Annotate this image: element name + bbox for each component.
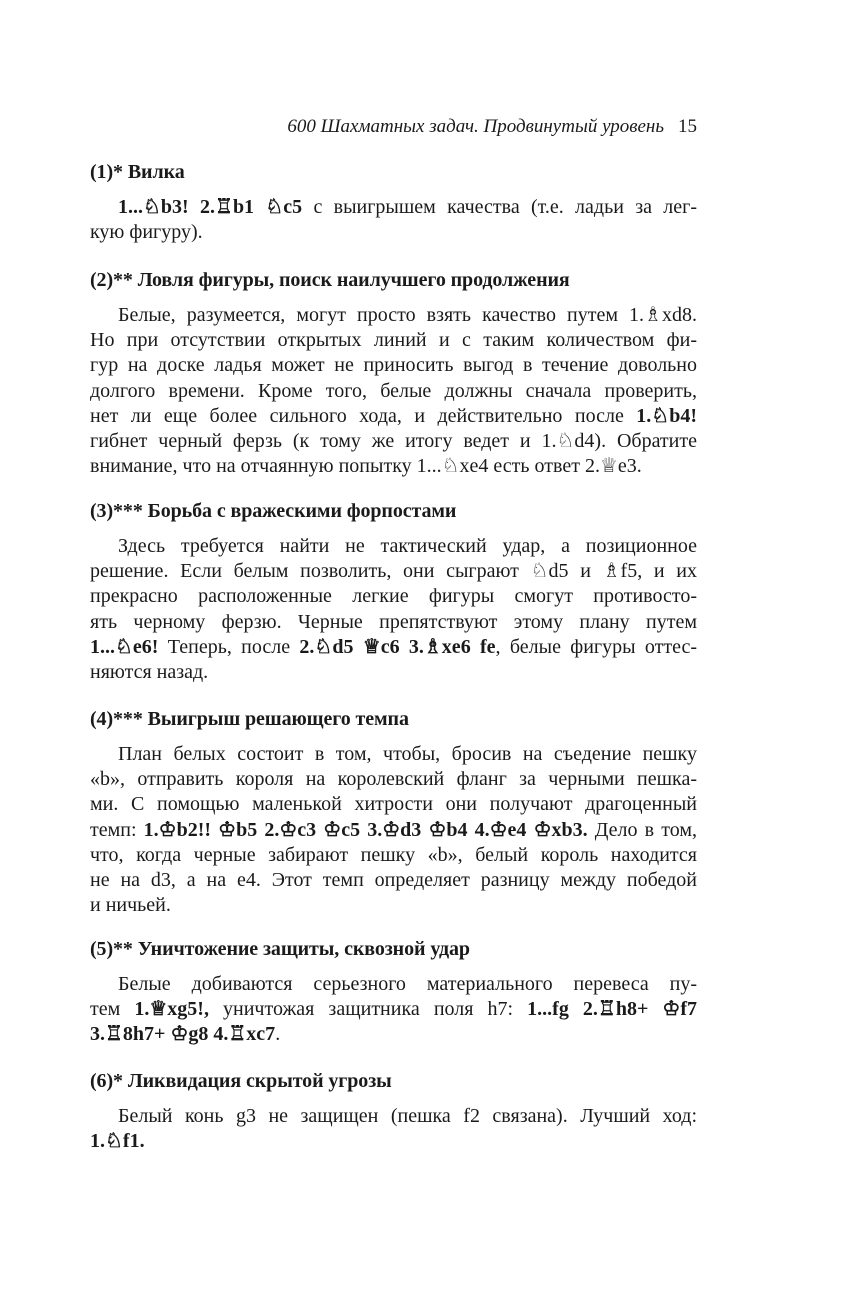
section-title: (3)*** Борьба с вражескими форпостами	[90, 500, 457, 522]
text-run: Дело в том,	[587, 818, 697, 841]
paragraph-line	[90, 534, 697, 559]
paragraph-line	[90, 997, 697, 1022]
text-run: «b», отправить короля на королевский фланг за черными пешка-	[90, 768, 697, 791]
paragraph-line	[90, 635, 697, 660]
chess-move: 1...♘e6!	[90, 635, 159, 658]
paragraph-line	[90, 742, 697, 767]
text-run: и ничьей.	[90, 894, 171, 917]
text-run: Белые добиваются серьезного материального перевеса пу-	[118, 973, 697, 995]
paragraph-line	[90, 559, 697, 584]
text-run: решение. Если белым позволить, они сыграют ♘d5 и ♗f5, и их	[90, 560, 697, 583]
section-title: (5)** Уничтожение защиты, сквозной удар	[90, 938, 470, 960]
text-run: что, когда черные забирают пешку «b», белый король находится	[90, 843, 697, 866]
paragraph-line	[90, 843, 697, 868]
text-run: няются назад.	[90, 661, 209, 683]
section-title: (6)* Ликвидация скрытой угрозы	[90, 1070, 392, 1092]
text-run: ми. С помощью маленькой хитрости они получают драгоценный	[90, 793, 697, 816]
text-run: Теперь, после	[158, 635, 300, 658]
text-run: , белые фигуры оттес-	[495, 635, 698, 658]
chess-move: 1.♘b4!	[636, 404, 697, 427]
paragraph-line	[90, 818, 697, 843]
text-run: кую фигуру).	[90, 221, 203, 244]
paragraph-line	[90, 868, 697, 893]
paragraph-line	[90, 328, 697, 353]
chess-move: 1.♕xg5!,	[134, 998, 209, 1021]
text-run: .	[275, 1023, 281, 1046]
chess-move: 3.♖8h7+ ♔g8 4.♖xc7	[90, 1023, 276, 1046]
text-run: долгого времени. Кроме того, белые должны сначала проверить,	[90, 379, 697, 402]
paragraph-line	[90, 220, 697, 245]
chess-move: 2.♘d5 ♕c6 3.♗xe6 fe	[299, 635, 496, 658]
paragraph-line	[90, 353, 697, 378]
running-title: 600 Шахматных задач. Продвинутый уровень	[287, 116, 664, 137]
text-run: нет ли еще более сильного хода, и действительно после	[90, 404, 637, 427]
paragraph-line	[90, 584, 697, 609]
page-number: 15	[678, 116, 697, 137]
text-run: тем	[90, 998, 135, 1021]
paragraph-line	[90, 404, 697, 429]
chess-move: 1.♘f1.	[90, 1130, 145, 1153]
paragraph-line	[90, 454, 697, 479]
text-run: Белые, разумеется, могут просто взять качество путем 1.♗xd8.	[118, 304, 697, 326]
paragraph-line	[90, 195, 697, 220]
paragraph-line	[90, 660, 697, 685]
paragraph-line	[90, 610, 697, 635]
text-run: не на d3, а на e4. Этот темп определяет разницу между победой	[90, 869, 697, 891]
chess-move: 1.♔b2!! ♔b5 2.♔c3 ♔c5 3.♔d3 ♔b4 4.♔e4 ♔xb3.	[143, 818, 588, 841]
text-run: ять черному ферзю. Черные препятствуют этому плану путем	[90, 610, 697, 633]
text-run: темп:	[90, 818, 144, 841]
text-run: Белый конь g3 не защищен (пешка f2 связана). Лучший ход:	[118, 1105, 697, 1127]
text-run: гур на доске ладья может не приносить выгод в течение довольно	[90, 354, 697, 377]
text-run: Но при отсутствии открытых линий и с таким количеством фи-	[90, 329, 697, 352]
paragraph-line	[90, 1129, 697, 1154]
paragraph-line	[90, 1104, 697, 1129]
paragraph-line	[90, 303, 697, 328]
text-run: План белых состоит в том, чтобы, бросив на съедение пешку	[118, 743, 697, 765]
section-title: (1)* Вилка	[90, 161, 185, 183]
chess-move: 1...fg 2.♖h8+ ♔f7	[527, 998, 697, 1021]
text-run: прекрасно расположенные легкие фигуры смогут противосто-	[90, 585, 697, 608]
text-run: уничтожая защитника поля h7:	[208, 998, 528, 1021]
text-run: Здесь требуется найти не тактический удар, а позиционное	[118, 535, 697, 557]
paragraph-line	[90, 1022, 697, 1047]
paragraph-line	[90, 972, 697, 997]
paragraph-line	[90, 379, 697, 404]
paragraph-line	[90, 429, 697, 454]
paragraph-line	[90, 792, 697, 817]
paragraph-line	[90, 893, 697, 918]
section-title: (4)*** Выигрыш решающего темпа	[90, 708, 409, 730]
paragraph-line	[90, 767, 697, 792]
running-header	[287, 116, 697, 138]
text-run: гибнет черный ферзь (к тому же итогу ведет и 1.♘d4). Обратите	[90, 430, 697, 452]
text-run: с выигрышем качества (т.е. ладьи за лег-	[302, 196, 697, 218]
section-title: (2)** Ловля фигуры, поиск наилучшего продолжения	[90, 269, 570, 291]
chess-move: 1...♘b3! 2.♖b1 ♘c5	[118, 196, 303, 218]
text-run: внимание, что на отчаянную попытку 1...♘xe4 есть ответ 2.♕e3.	[90, 455, 642, 478]
